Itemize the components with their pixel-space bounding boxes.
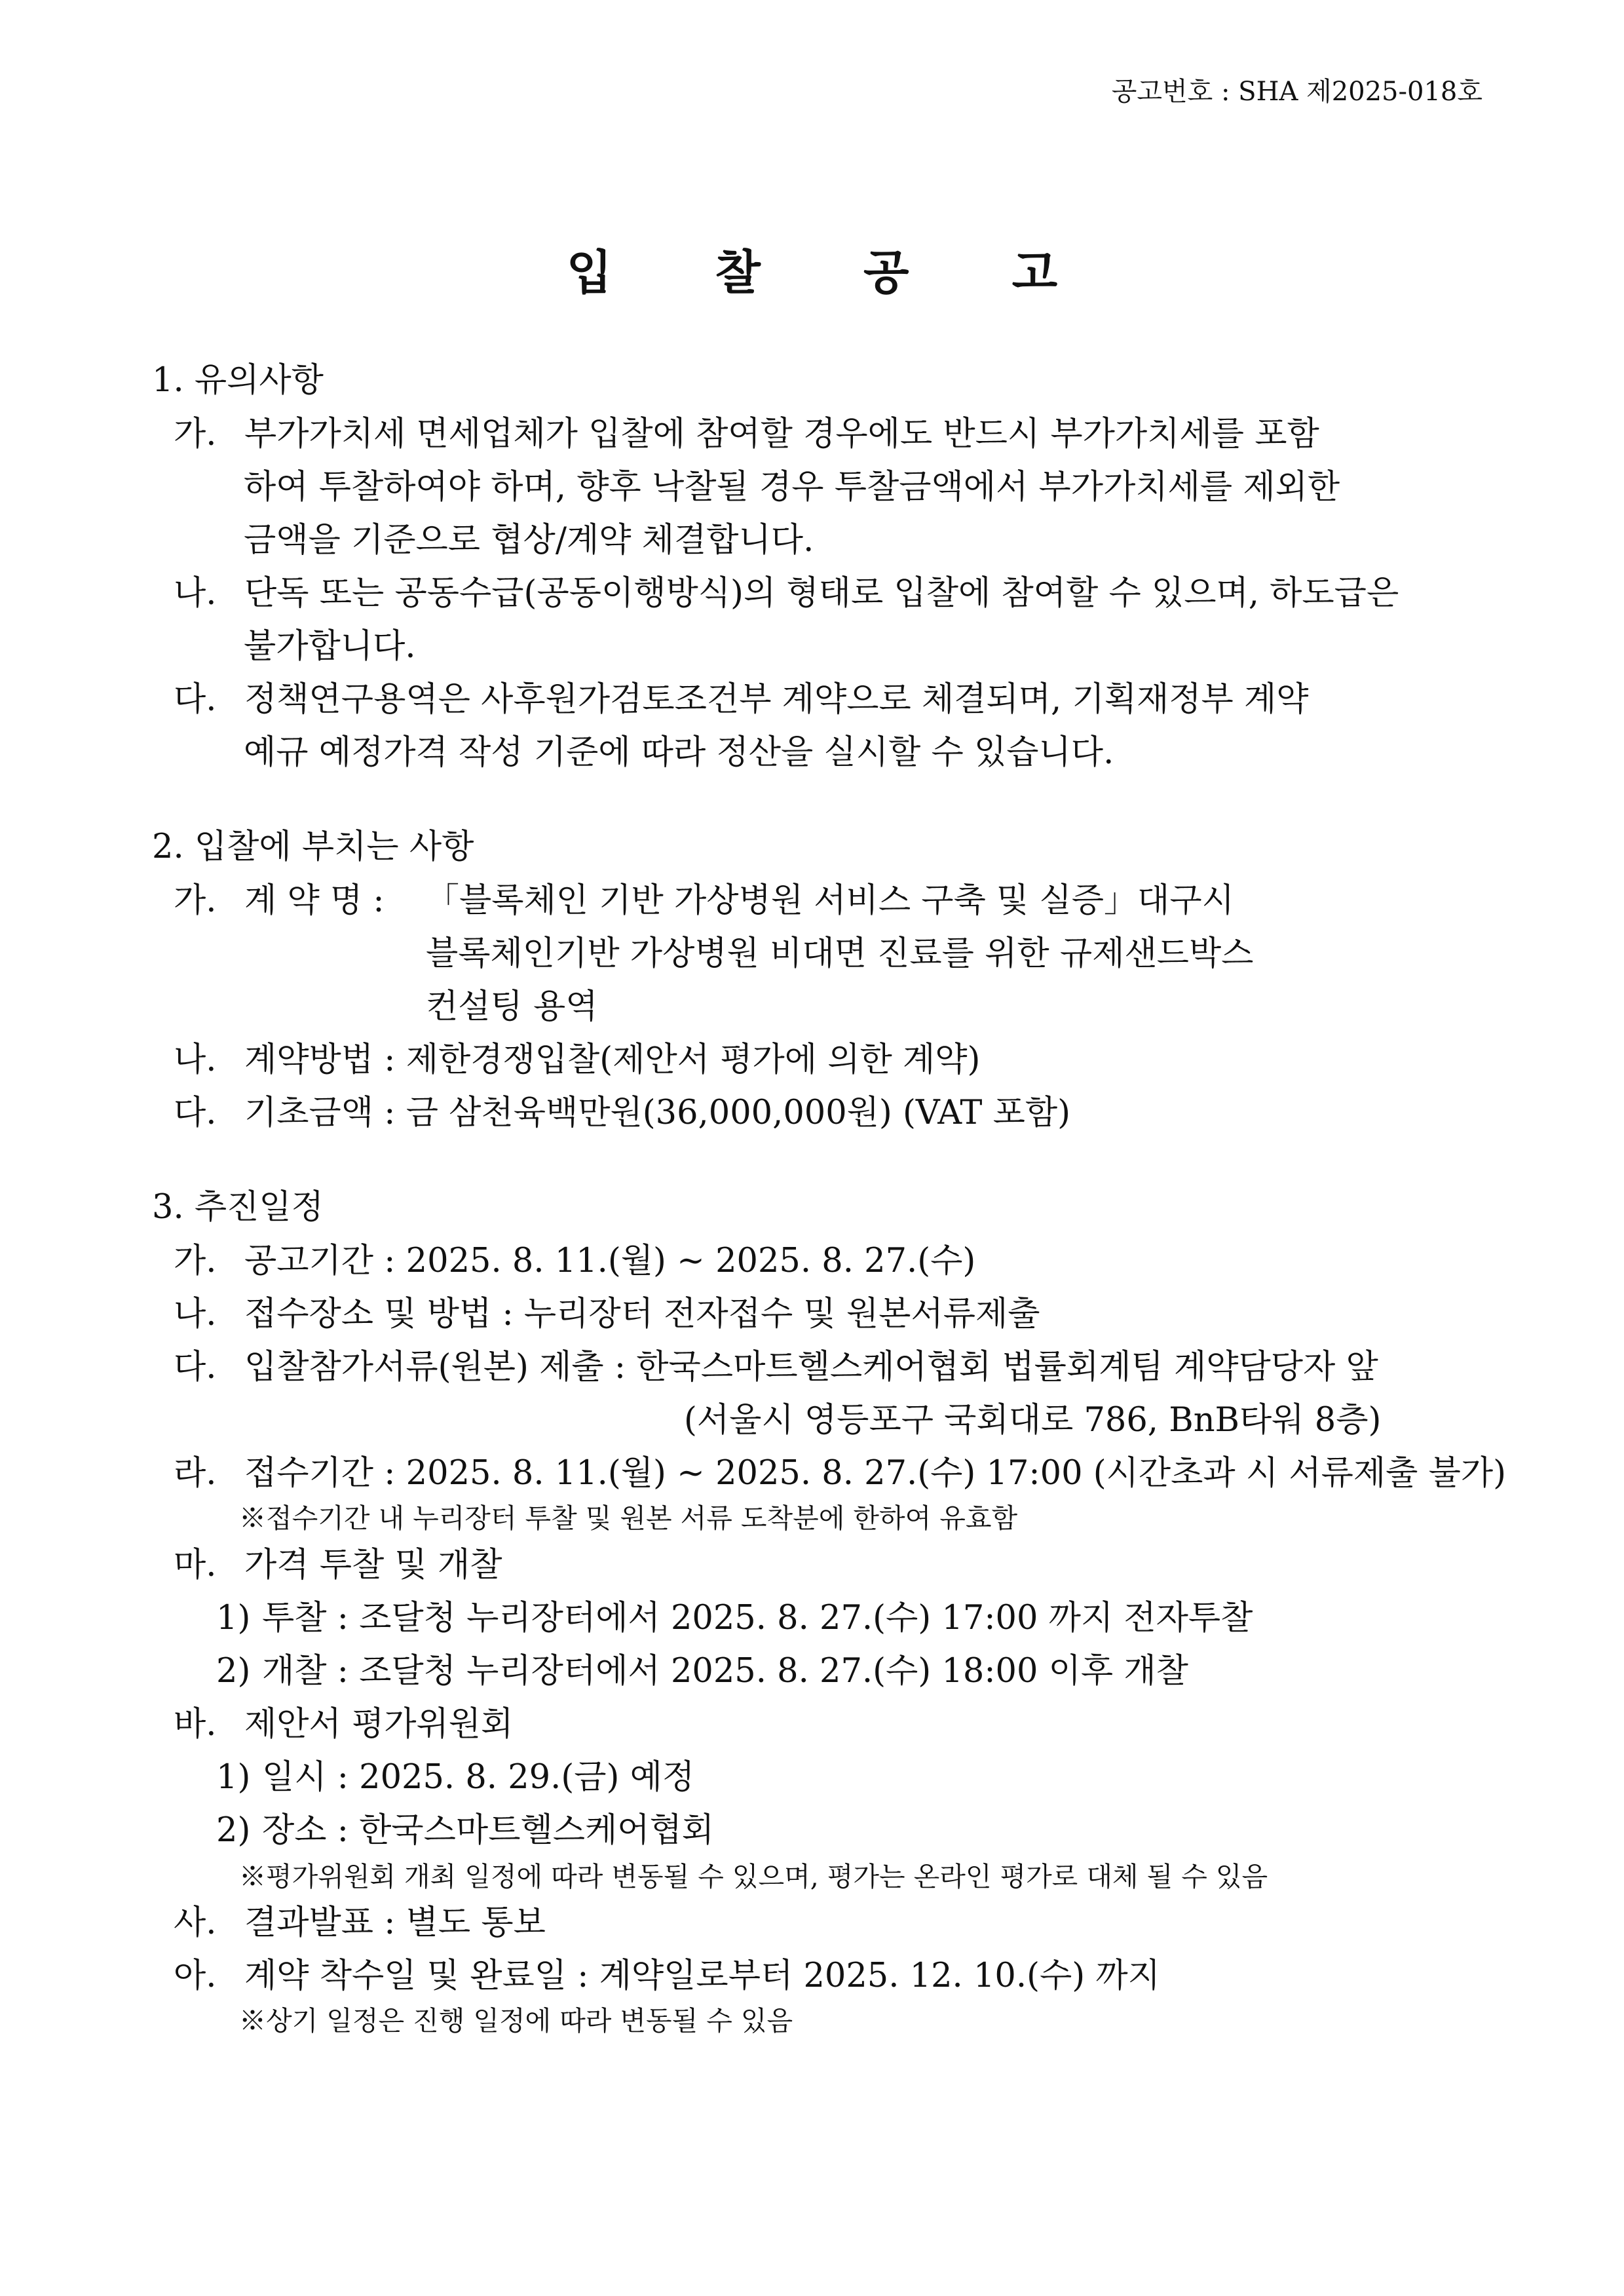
committee-place xyxy=(216,1809,714,1852)
sub-item-text: 투찰 : 조달청 누리장터에서 2025. 8. 27.(수) 17:00 까지 전자투찰 xyxy=(262,1599,1253,1637)
item-marker: 바. xyxy=(174,1705,217,1744)
base-amount-value: 금 삼천육백만원(36,000,000원) (VAT 포함) xyxy=(406,1094,1071,1132)
section-2-item-a xyxy=(174,879,385,923)
section-2-item-b xyxy=(174,1039,980,1082)
notice-period: 공고기간 : 2025. 8. 11.(월) ~ 2025. 8. 27.(수) xyxy=(244,1242,976,1280)
item-marker: 나. xyxy=(174,574,217,613)
sub-item-text: 장소 : 한국스마트헬스케어협회 xyxy=(262,1811,715,1850)
contract-name-label: 계 약 명 : xyxy=(244,881,385,920)
section-2-heading: 2. 입찰에 부치는 사항 xyxy=(152,828,474,866)
item-marker: 가. xyxy=(174,881,217,920)
item-marker: 나. xyxy=(174,1041,217,1079)
section-1-item-a-line-3: 금액을 기준으로 협상/계약 체결합니다. xyxy=(244,521,814,560)
section-3-item-c xyxy=(174,1346,1378,1389)
section-1-item-a-line-2: 하여 투찰하여야 하며, 향후 낙찰될 경우 투찰금액에서 부가가치세를 제외한 xyxy=(244,468,1340,507)
section-3-item-d xyxy=(174,1452,1506,1495)
submission-address: (서울시 영등포구 국회대로 786, BnB타워 8층) xyxy=(684,1401,1382,1440)
result-announcement: 결과발표 : 별도 통보 xyxy=(244,1904,546,1942)
contract-method-value: 제한경쟁입찰(제안서 평가에 의한 계약) xyxy=(406,1041,981,1079)
section-1-item-c xyxy=(174,678,1309,721)
section-3-item-h xyxy=(174,1955,1160,1998)
section-1-item-b-line-2: 불가합니다. xyxy=(244,627,416,666)
opening-schedule xyxy=(216,1650,1188,1693)
item-text: 정책연구용역은 사후원가검토조건부 계약으로 체결되며, 기획재정부 계약 xyxy=(244,680,1309,719)
sub-item-text: 개찰 : 조달청 누리장터에서 2025. 8. 27.(수) 18:00 이후 개찰 xyxy=(262,1652,1188,1691)
document-submission: 입찰참가서류(원본) 제출 : 한국스마트헬스케어협회 법률회계팀 계약담당자 앞 xyxy=(244,1348,1378,1387)
section-3-item-e xyxy=(174,1544,502,1587)
bidding-schedule xyxy=(216,1597,1253,1640)
contract-name-line-3: 컨설팅 용역 xyxy=(426,987,598,1026)
item-marker: 라. xyxy=(174,1454,217,1493)
base-amount-label: 기초금액 : xyxy=(244,1094,396,1132)
sub-item-marker: 1) xyxy=(216,1599,251,1637)
section-3-item-a xyxy=(174,1240,975,1283)
item-marker: 다. xyxy=(174,680,217,719)
item-marker: 가. xyxy=(174,415,217,453)
item-marker: 다. xyxy=(174,1094,217,1132)
section-2-item-c xyxy=(174,1092,1070,1135)
bid-opening-heading: 가격 투찰 및 개찰 xyxy=(244,1546,502,1584)
submission-place: 접수장소 및 방법 : 누리장터 전자접수 및 원본서류제출 xyxy=(244,1295,1040,1333)
item-text: 단독 또는 공동수급(공동이행방식)의 형태로 입찰에 참여할 수 있으며, 하도급은 xyxy=(244,574,1399,613)
item-marker: 사. xyxy=(174,1904,217,1942)
sub-item-marker: 1) xyxy=(216,1758,251,1797)
submission-period: 접수기간 : 2025. 8. 11.(월) ~ 2025. 8. 27.(수) 17:00 (시간초과 시 서류제출 불가) xyxy=(244,1454,1507,1493)
item-text: 부가가치세 면세업체가 입찰에 참여할 경우에도 반드시 부가가치세를 포함 xyxy=(244,415,1319,453)
section-1-heading: 1. 유의사항 xyxy=(152,361,324,400)
item-marker: 다. xyxy=(174,1348,217,1387)
document-title: 입 찰 공 고 xyxy=(566,245,1101,300)
section-1-item-a xyxy=(174,413,1319,456)
section-1-item-c-line-2: 예규 예정가격 작성 기준에 따라 정산을 실시할 수 있습니다. xyxy=(244,733,1114,772)
section-1-item-b xyxy=(174,572,1399,615)
notice-number: 공고번호 : SHA 제2025-018호 xyxy=(1111,77,1482,107)
contract-method-label: 계약방법 : xyxy=(244,1041,396,1079)
contract-name-line-2: 블록체인기반 가상병원 비대면 진료를 위한 규제샌드박스 xyxy=(426,934,1254,973)
item-marker: 마. xyxy=(174,1546,217,1584)
section-3-item-g xyxy=(174,1902,546,1945)
sub-item-marker: 2) xyxy=(216,1652,251,1691)
submission-period-note: ※접수기간 내 누리장터 투찰 및 원본 서류 도착분에 한하여 유효함 xyxy=(239,1502,1018,1534)
contract-name-line-1: 「블록체인 기반 가상병원 서비스 구축 및 실증」대구시 xyxy=(426,881,1234,920)
item-marker: 나. xyxy=(174,1295,217,1333)
schedule-change-note: ※상기 일정은 진행 일정에 따라 변동될 수 있음 xyxy=(239,2005,793,2037)
committee-note: ※평가위원회 개최 일정에 따라 변동될 수 있으며, 평가는 온라인 평가로 대체 될 수 있음 xyxy=(239,1861,1268,1892)
sub-item-text: 일시 : 2025. 8. 29.(금) 예정 xyxy=(262,1758,695,1797)
committee-date xyxy=(216,1756,694,1799)
committee-heading: 제안서 평가위원회 xyxy=(244,1705,514,1744)
section-3-heading: 3. 추진일정 xyxy=(152,1188,324,1227)
section-3-item-b xyxy=(174,1293,1040,1336)
sub-item-marker: 2) xyxy=(216,1811,251,1850)
item-marker: 가. xyxy=(174,1242,217,1280)
section-3-item-f xyxy=(174,1703,513,1746)
item-marker: 아. xyxy=(174,1957,217,1995)
contract-period: 계약 착수일 및 완료일 : 계약일로부터 2025. 12. 10.(수) 까지 xyxy=(244,1957,1160,1995)
